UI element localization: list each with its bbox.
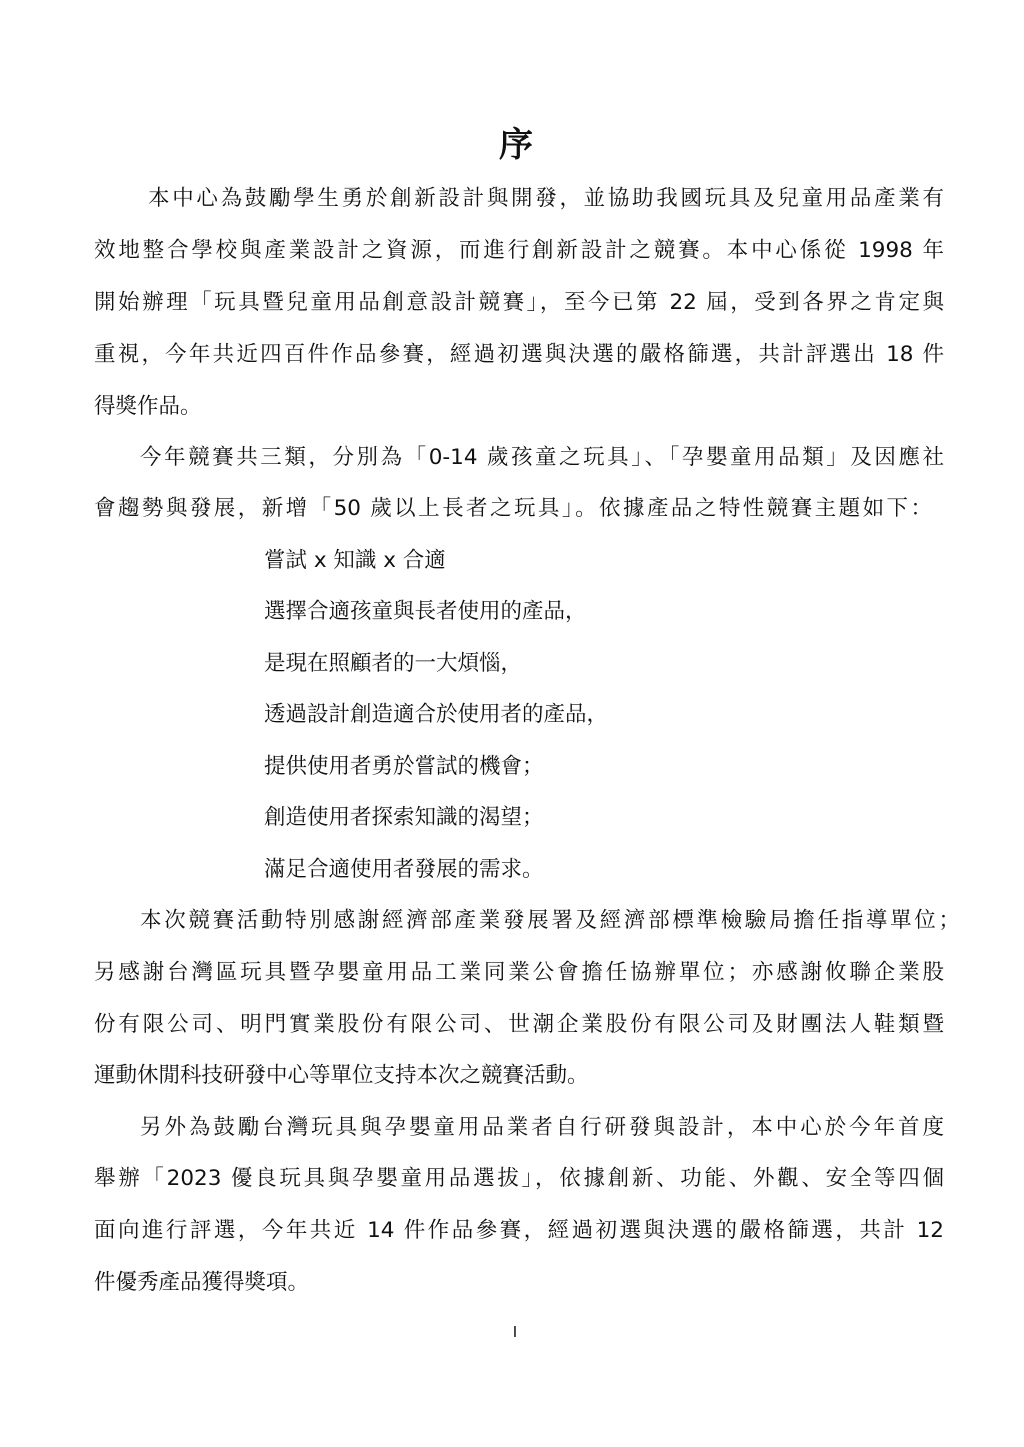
theme-line-4: 透過設計創造適合於使用者的產品，	[264, 702, 609, 727]
paragraph-1-line-3: 開始辦理「玩具暨兒童用品創意設計競賽」，至今已第 22 屆，受到各界之肯定與	[94, 290, 944, 315]
theme-line-1: 嘗試 x 知識 x 合適	[264, 548, 446, 573]
theme-line-7: 滿足合適使用者發展的需求。	[264, 857, 544, 882]
theme-line-3: 是現在照顧者的一大煩惱，	[264, 651, 523, 676]
paragraph-1-line-4: 重視，今年共近四百件作品參賽，經過初選與決選的嚴格篩選，共計評選出 18 件	[94, 342, 944, 367]
paragraph-1-line-2: 效地整合學校與產業設計之資源，而進行創新設計之競賽。本中心係從 1998 年	[94, 238, 944, 263]
paragraph-1-line-1: 本中心為鼓勵學生勇於創新設計與開發，並協助我國玩具及兒童用品產業有	[148, 186, 944, 211]
paragraph-4-line-3: 面向進行評選，今年共近 14 件作品參賽，經過初選與決選的嚴格篩選，共計 12	[94, 1218, 944, 1243]
page-number: I	[512, 1323, 518, 1341]
paragraph-3-line-2: 另感謝台灣區玩具暨孕嬰童用品工業同業公會擔任協辦單位；亦感謝攸聯企業股	[94, 960, 944, 985]
paragraph-3-line-4: 運動休閒科技研發中心等單位支持本次之競賽活動。	[94, 1063, 589, 1088]
paragraph-1-line-5: 得獎作品。	[94, 394, 202, 419]
paragraph-3-line-1: 本次競賽活動特別感謝經濟部產業發展署及經濟部標準檢驗局擔任指導單位；	[140, 908, 960, 933]
page-title: 序	[499, 125, 533, 165]
theme-line-2: 選擇合適孩童與長者使用的產品，	[264, 599, 587, 624]
paragraph-3-line-3: 份有限公司、明門實業股份有限公司、世潮企業股份有限公司及財團法人鞋類暨	[94, 1012, 944, 1037]
paragraph-4-line-1: 另外為鼓勵台灣玩具與孕嬰童用品業者自行研發與設計，本中心於今年首度	[140, 1115, 944, 1140]
theme-line-6: 創造使用者探索知識的渴望；	[264, 805, 544, 830]
paragraph-2-line-2: 會趨勢與發展，新增「50 歲以上長者之玩具」。依據產品之特性競賽主題如下：	[94, 496, 932, 521]
theme-line-5: 提供使用者勇於嘗試的機會；	[264, 754, 544, 779]
paragraph-2-line-1: 今年競賽共三類，分別為「0-14 歲孩童之玩具」、「孕嬰童用品類」及因應社	[140, 445, 944, 470]
paragraph-4-line-4: 件優秀產品獲得獎項。	[94, 1270, 310, 1295]
paragraph-4-line-2: 舉辦「2023 優良玩具與孕嬰童用品選拔」，依據創新、功能、外觀、安全等四個	[94, 1166, 944, 1191]
